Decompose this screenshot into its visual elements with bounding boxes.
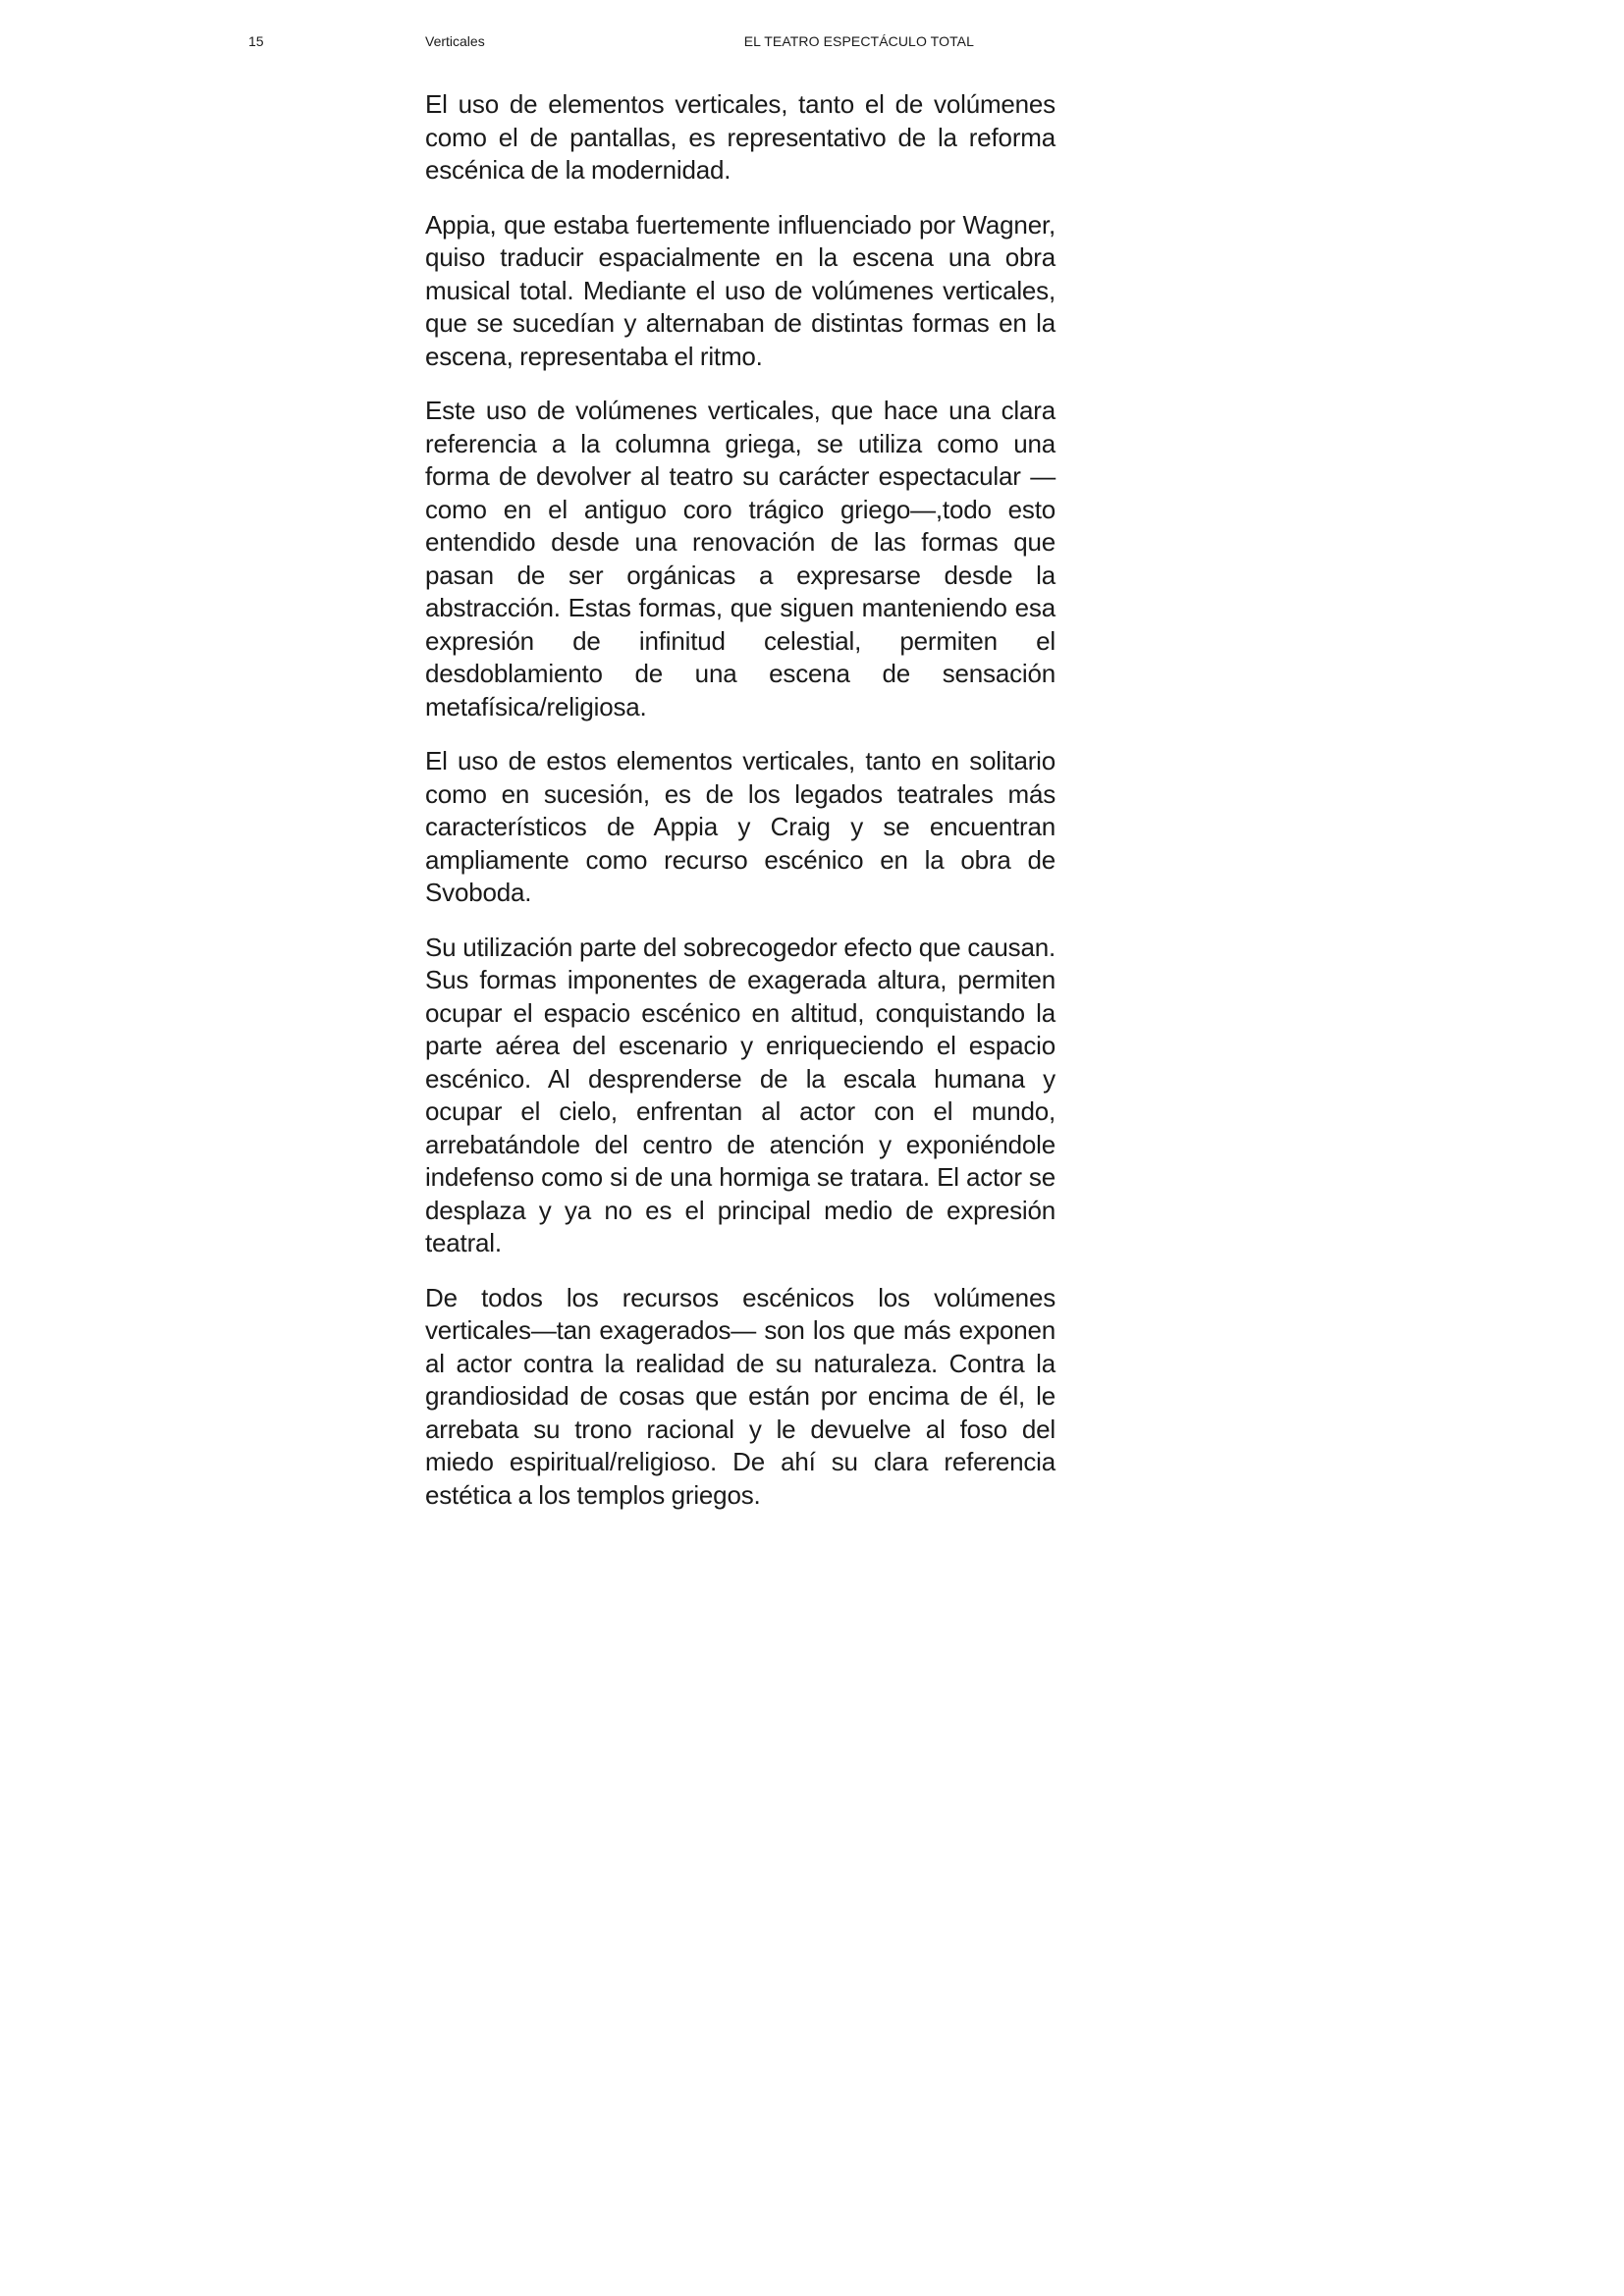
paragraph: El uso de elementos verticales, tanto el de volúmenes como el de pantallas, es representativo de la reforma escénica de la modernidad.: [425, 89, 1056, 185]
book-title: EL TEATRO ESPECTÁCULO TOTAL: [743, 33, 974, 49]
running-header: [0, 33, 1080, 53]
paragraph: De todos los recursos escénicos los volúmenes verticales—tan exagerados— son los que más exponen al actor contra la realidad de su naturaleza. Contra la grandiosidad de cosas que están por encima de él, le arrebata su trono racional y le devuelve al foso del miedo espiritual/religioso. De ahí su clara referencia estética a los templos griegos.: [425, 1282, 1056, 1510]
paragraph: Este uso de volúmenes verticales, que hace una clara referencia a la columna griega, se utiliza como una forma de devolver al teatro su carácter espectacular —como en el antiguo coro trágico griego—,todo esto entendido desde una renovación de las formas que pasan de ser orgánicas a expresarse desde la abstracción. Estas formas, que siguen manteniendo esa expresión de infinitud celestial, permiten el desdoblamiento de una escena de sensación metafísica/religiosa.: [425, 396, 1056, 721]
paragraph: Appia, que estaba fuertemente influenciado por Wagner, quiso traducir espacialmente en la escena una obra musical total. Mediante el uso de volúmenes verticales, que se sucedían y alternaban de distintas formas en la escena, representaba el ritmo.: [425, 209, 1056, 371]
paragraph: Su utilización parte del sobrecogedor efecto que causan. Sus formas imponentes de exagerada altura, permiten ocupar el espacio escénico en altitud, conquistando la parte aérea del escenario y enriqueciendo el espacio escénico. Al desprenderse de la escala humana y ocupar el cielo, enfrentan al actor con el mundo, arrebatándole del centro de atención y exponiéndole indefenso como si de una hormiga se tratara. El actor se desplaza y ya no es el principal medio de expresión teatral.: [425, 932, 1056, 1257]
page-number: 15: [248, 33, 264, 49]
section-name: Verticales: [425, 33, 485, 49]
paragraph: El uso de estos elementos verticales, tanto en solitario como en sucesión, es de los legados teatrales más característicos de Appia y Craig y se encuentran ampliamente como recurso escénico en la obra de Svoboda.: [425, 746, 1056, 907]
body-text: [425, 88, 1056, 1533]
